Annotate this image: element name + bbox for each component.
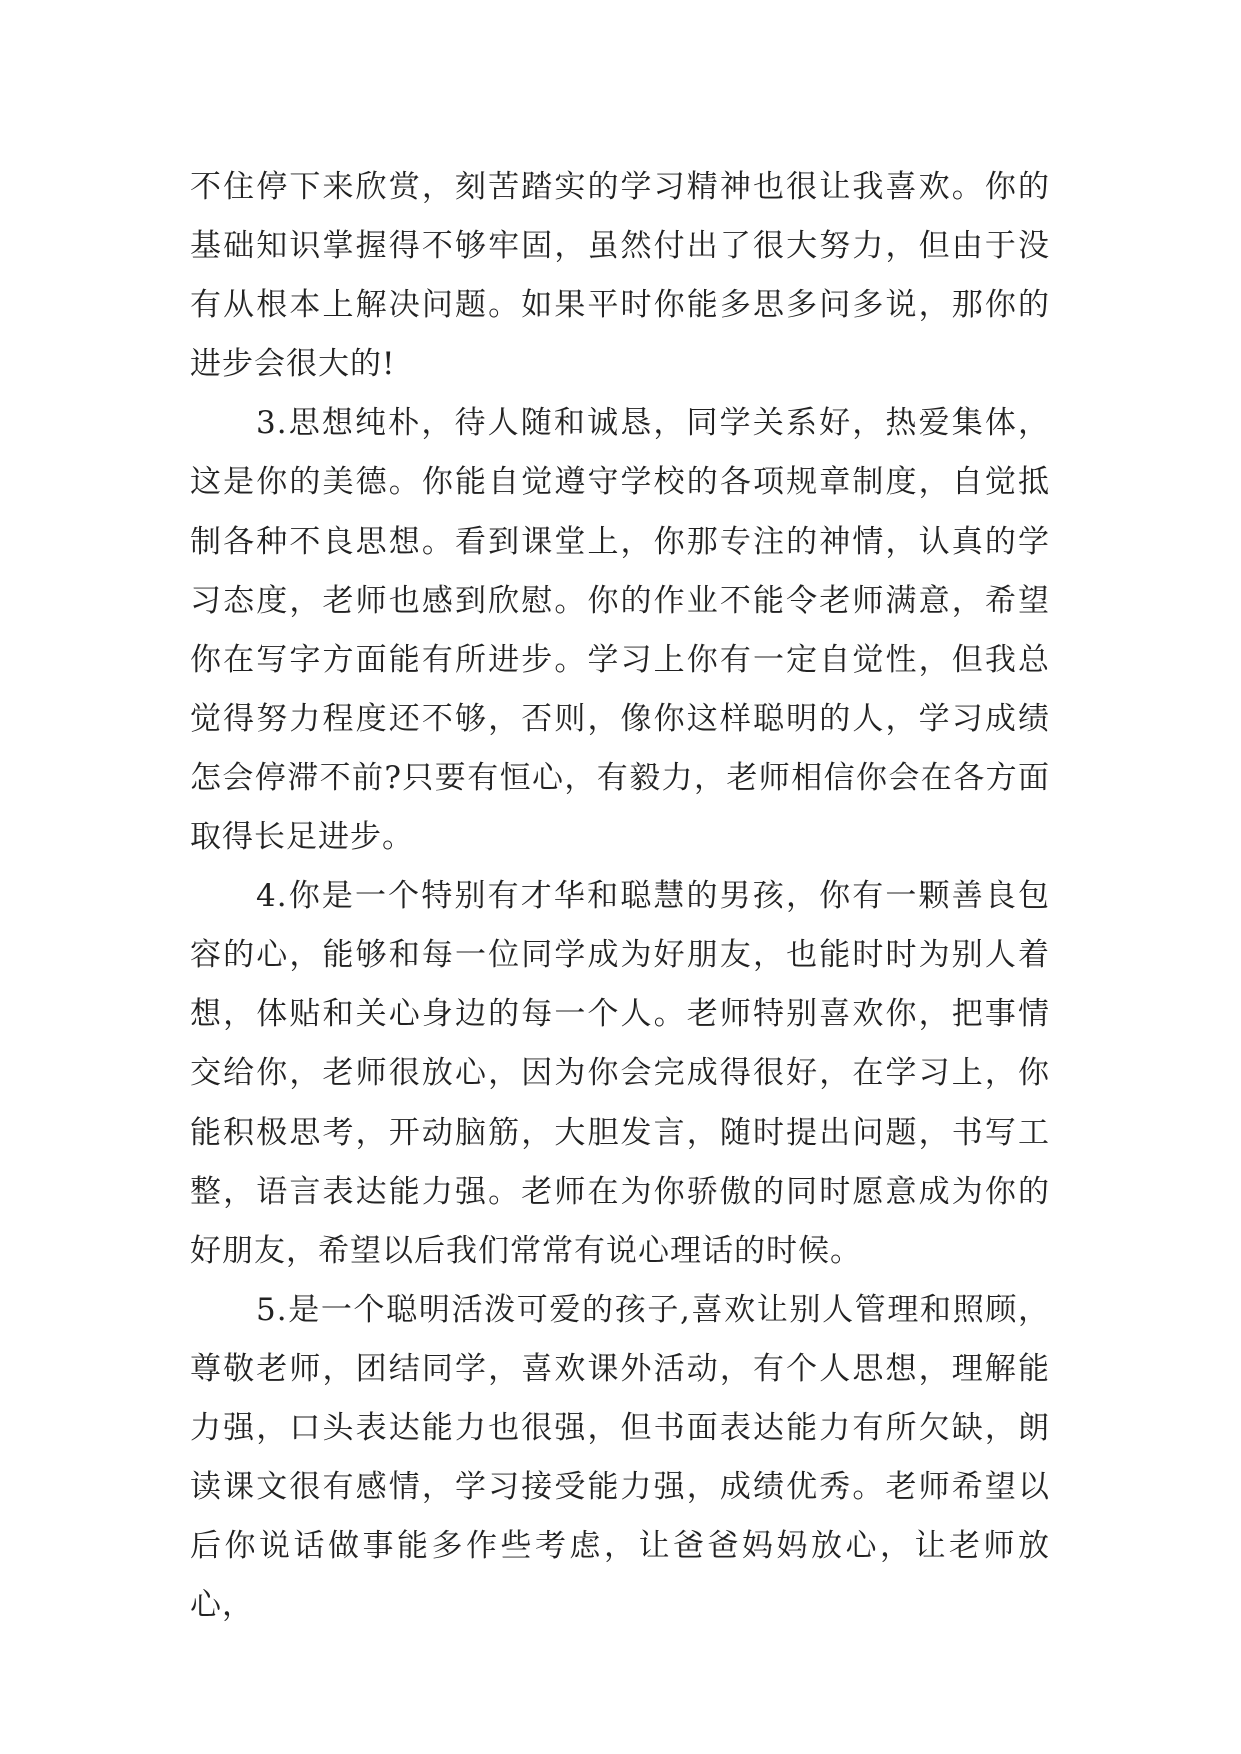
paragraph-continuation: 不住停下来欣赏，刻苦踏实的学习精神也很让我喜欢。你的基础知识掌握得不够牢固，虽然付出了很大努力，但由于没有从根本上解决问题。如果平时你能多思多问多说，那你的进步会很大的! xyxy=(190,169,1050,383)
paragraph-item-3: 3.思想纯朴，待人随和诚恳，同学关系好，热爱集体，这是你的美德。你能自觉遵守学校的各项规章制度，自觉抵制各种不良思想。看到课堂上，你那专注的神情，认真的学习态度，老师也感到欣慰。你的作业不能令老师满意，希望你在写字方面能有所进步。学习上你有一定自觉性，但我总觉得努力程度还不够，否则，像你这样聪明的人，学习成绩怎会停滞不前?只要有恒心，有毅力，老师相信你会在各方面取得长足进步。 xyxy=(190,405,1050,856)
paragraph-item-4: 4.你是一个特别有才华和聪慧的男孩，你有一颗善良包容的心，能够和每一位同学成为好朋友，也能时时为别人着想，体贴和关心身边的每一个人。老师特别喜欢你，把事情交给你，老师很放心，因为你会完成得很好，在学习上，你能积极思考，开动脑筋，大胆发言，随时提出问题，书写工整，语言表达能力强。老师在为你骄傲的同时愿意成为你的好朋友，希望以后我们常常有说心理话的时候。 xyxy=(190,878,1050,1269)
paragraph-item-5: 5.是一个聪明活泼可爱的孩子,喜欢让别人管理和照顾，尊敬老师，团结同学，喜欢课外活动，有个人思想，理解能力强，口头表达能力也很强，但书面表达能力有所欠缺，朗读课文很有感情，学习接受能力强，成绩优秀。老师希望以后你说话做事能多作些考虑，让爸爸妈妈放心，让老师放心， xyxy=(190,1291,1050,1624)
document-body xyxy=(190,158,1050,1635)
